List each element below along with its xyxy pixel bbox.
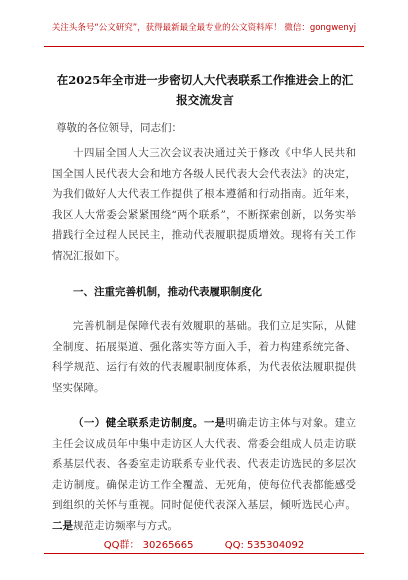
section-heading-1: 一、注重完善机制，推动代表履职制度化	[73, 286, 262, 298]
subsection-text-2: 规范走访频率与方式。	[73, 519, 178, 532]
section-paragraph-1: 完善机制是保障代表有效履职的基础。我们立足实际，从健全制度、拓展渠道、强化落实等方面入手，着力构建系统完备、科学规范、运行有效的代表履职制度体系，为代表依法履职提供坚实保障。	[52, 320, 356, 394]
salutation: 尊敬的各位领导，同志们：	[56, 122, 182, 134]
subsection-heading-1: （一）健全联系走访制度。	[73, 417, 204, 429]
subsection-text-1: 明确走访主体与对象。建立主任会议成员年中集中走访区人大代表、常委会组成人员走访联系基层代表、各委室走访联系专业代表、代表走访选民的多层次走访制度。确保走访工作全覆盖、无死角，使每位代表都能感受到组织的关怀与重视。同时促使代表深入基层，倾听选民心声。	[52, 417, 357, 511]
document-title: 在2025年全市进一步密切人大代表联系工作推进会上的汇报交流发言	[56, 73, 354, 107]
lead-marker-2: 二是	[52, 519, 73, 532]
subsection-paragraph-1	[52, 413, 356, 536]
footer-qq: QQ: 535304092	[224, 540, 305, 551]
intro-paragraph: 十四届全国人大三次会议表决通过关于修改《中华人民共和国全国人民代表大会和地方各级人民代表大会代表法》的决定，为我们做好人大代表工作提供了根本遵循和行动指南。近年来，我区人大常委会紧紧围绕“两个联系”，不断探索创新，以务实举措践行全过程人民民主，推动代表履职提质增效。现将有关工作情况汇报如下。	[52, 147, 356, 262]
lead-marker-1: 一是	[203, 417, 226, 429]
footer-qq-group: QQ群： 30265665	[103, 540, 194, 551]
header-divider	[44, 46, 364, 47]
footer-divider	[44, 553, 364, 554]
header-banner: 关注头条号“公文研究”，获得最新最全最专业的公文资料库！ 微信：gongwenyj	[51, 23, 357, 33]
footer-contacts	[0, 536, 408, 551]
